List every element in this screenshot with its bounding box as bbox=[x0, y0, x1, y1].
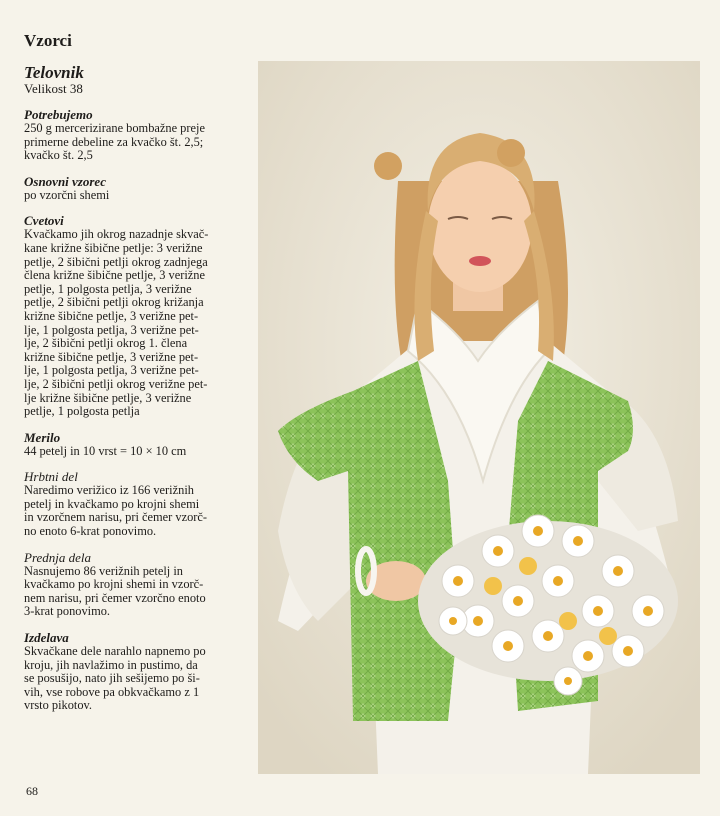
section-front-pieces bbox=[24, 551, 252, 619]
section-finishing bbox=[24, 631, 252, 713]
section-flowers bbox=[24, 214, 252, 418]
article-size: Velikost 38 bbox=[24, 81, 83, 96]
section-text: po vzorčni shemi bbox=[24, 187, 110, 202]
section-materials bbox=[24, 108, 252, 163]
section-gauge bbox=[24, 431, 252, 459]
section-heading: Osnovni vzorec bbox=[24, 173, 106, 189]
section-text: Kvačkamo jih okrog nazadnje skvač- kane križne šibične petlje: 3 verižne petlje, 2 šibični petlji okrog zadnjega člena križne šibične petlje, 3 verižne petlje, 1 polgosta petlja, 3 verižne petlje, 2 šibični petlji okrog križanja križne šibične petlje, 3 verižne pet- lje, 1 polgosta petlja, 3 verižne pet- lje, 2 šibični petlji okrog 1. člena križne šibične petlje, 3 verižne pet- lje, 1 polgosta petlja, 3 verižne pet- lje, 2 šibični petlji okrog verižne pet- lje križne šibične petlje, 3 verižne petlje, 1 polgosta petlja bbox=[24, 227, 209, 419]
section-title: Vzorci bbox=[24, 31, 72, 50]
section-heading: Hrbtni del bbox=[24, 469, 78, 485]
section-heading: Prednja dela bbox=[24, 549, 92, 565]
section-text: 44 petelj in 10 vrst = 10 × 10 cm bbox=[24, 443, 187, 458]
section-text: Skvačkane dele narahlo napnemo po kroju, jih navlažimo in pustimo, da se posušijo, nato jih sešijemo po ši- vih, vse robove pa obkvačkamo z 1 vrsto pikotov. bbox=[24, 644, 206, 713]
text-column bbox=[24, 32, 252, 713]
section-heading: Izdelava bbox=[24, 630, 69, 646]
section-heading: Merilo bbox=[24, 429, 61, 445]
section-text: Naredimo verižico iz 166 verižnih petelj in kvačkamo po krojni shemi in vzorčnem narisu, pri čemer vzorč- no enoto 6-krat ponovimo. bbox=[24, 483, 208, 539]
section-text: 250 g mercerizirane bombažne preje primerne debeline za kvačko št. 2,5; kvačko št. 2,5 bbox=[24, 121, 205, 163]
page-number: 68 bbox=[26, 784, 38, 798]
section-text: Nasnujemo 86 verižnih petelj in kvačkamo po krojni shemi in vzorč- nem narisu, pri čemer vzorčno enoto 3-krat ponovimo. bbox=[24, 563, 206, 619]
article-title: Telovnik bbox=[24, 63, 84, 82]
photo-illustration bbox=[258, 61, 700, 774]
section-back-piece bbox=[24, 470, 252, 538]
section-heading: Cvetovi bbox=[24, 213, 64, 229]
section-basic-pattern bbox=[24, 175, 252, 203]
section-heading: Potrebujemo bbox=[24, 107, 93, 122]
photo-woman-in-crochet-vest bbox=[258, 61, 700, 774]
